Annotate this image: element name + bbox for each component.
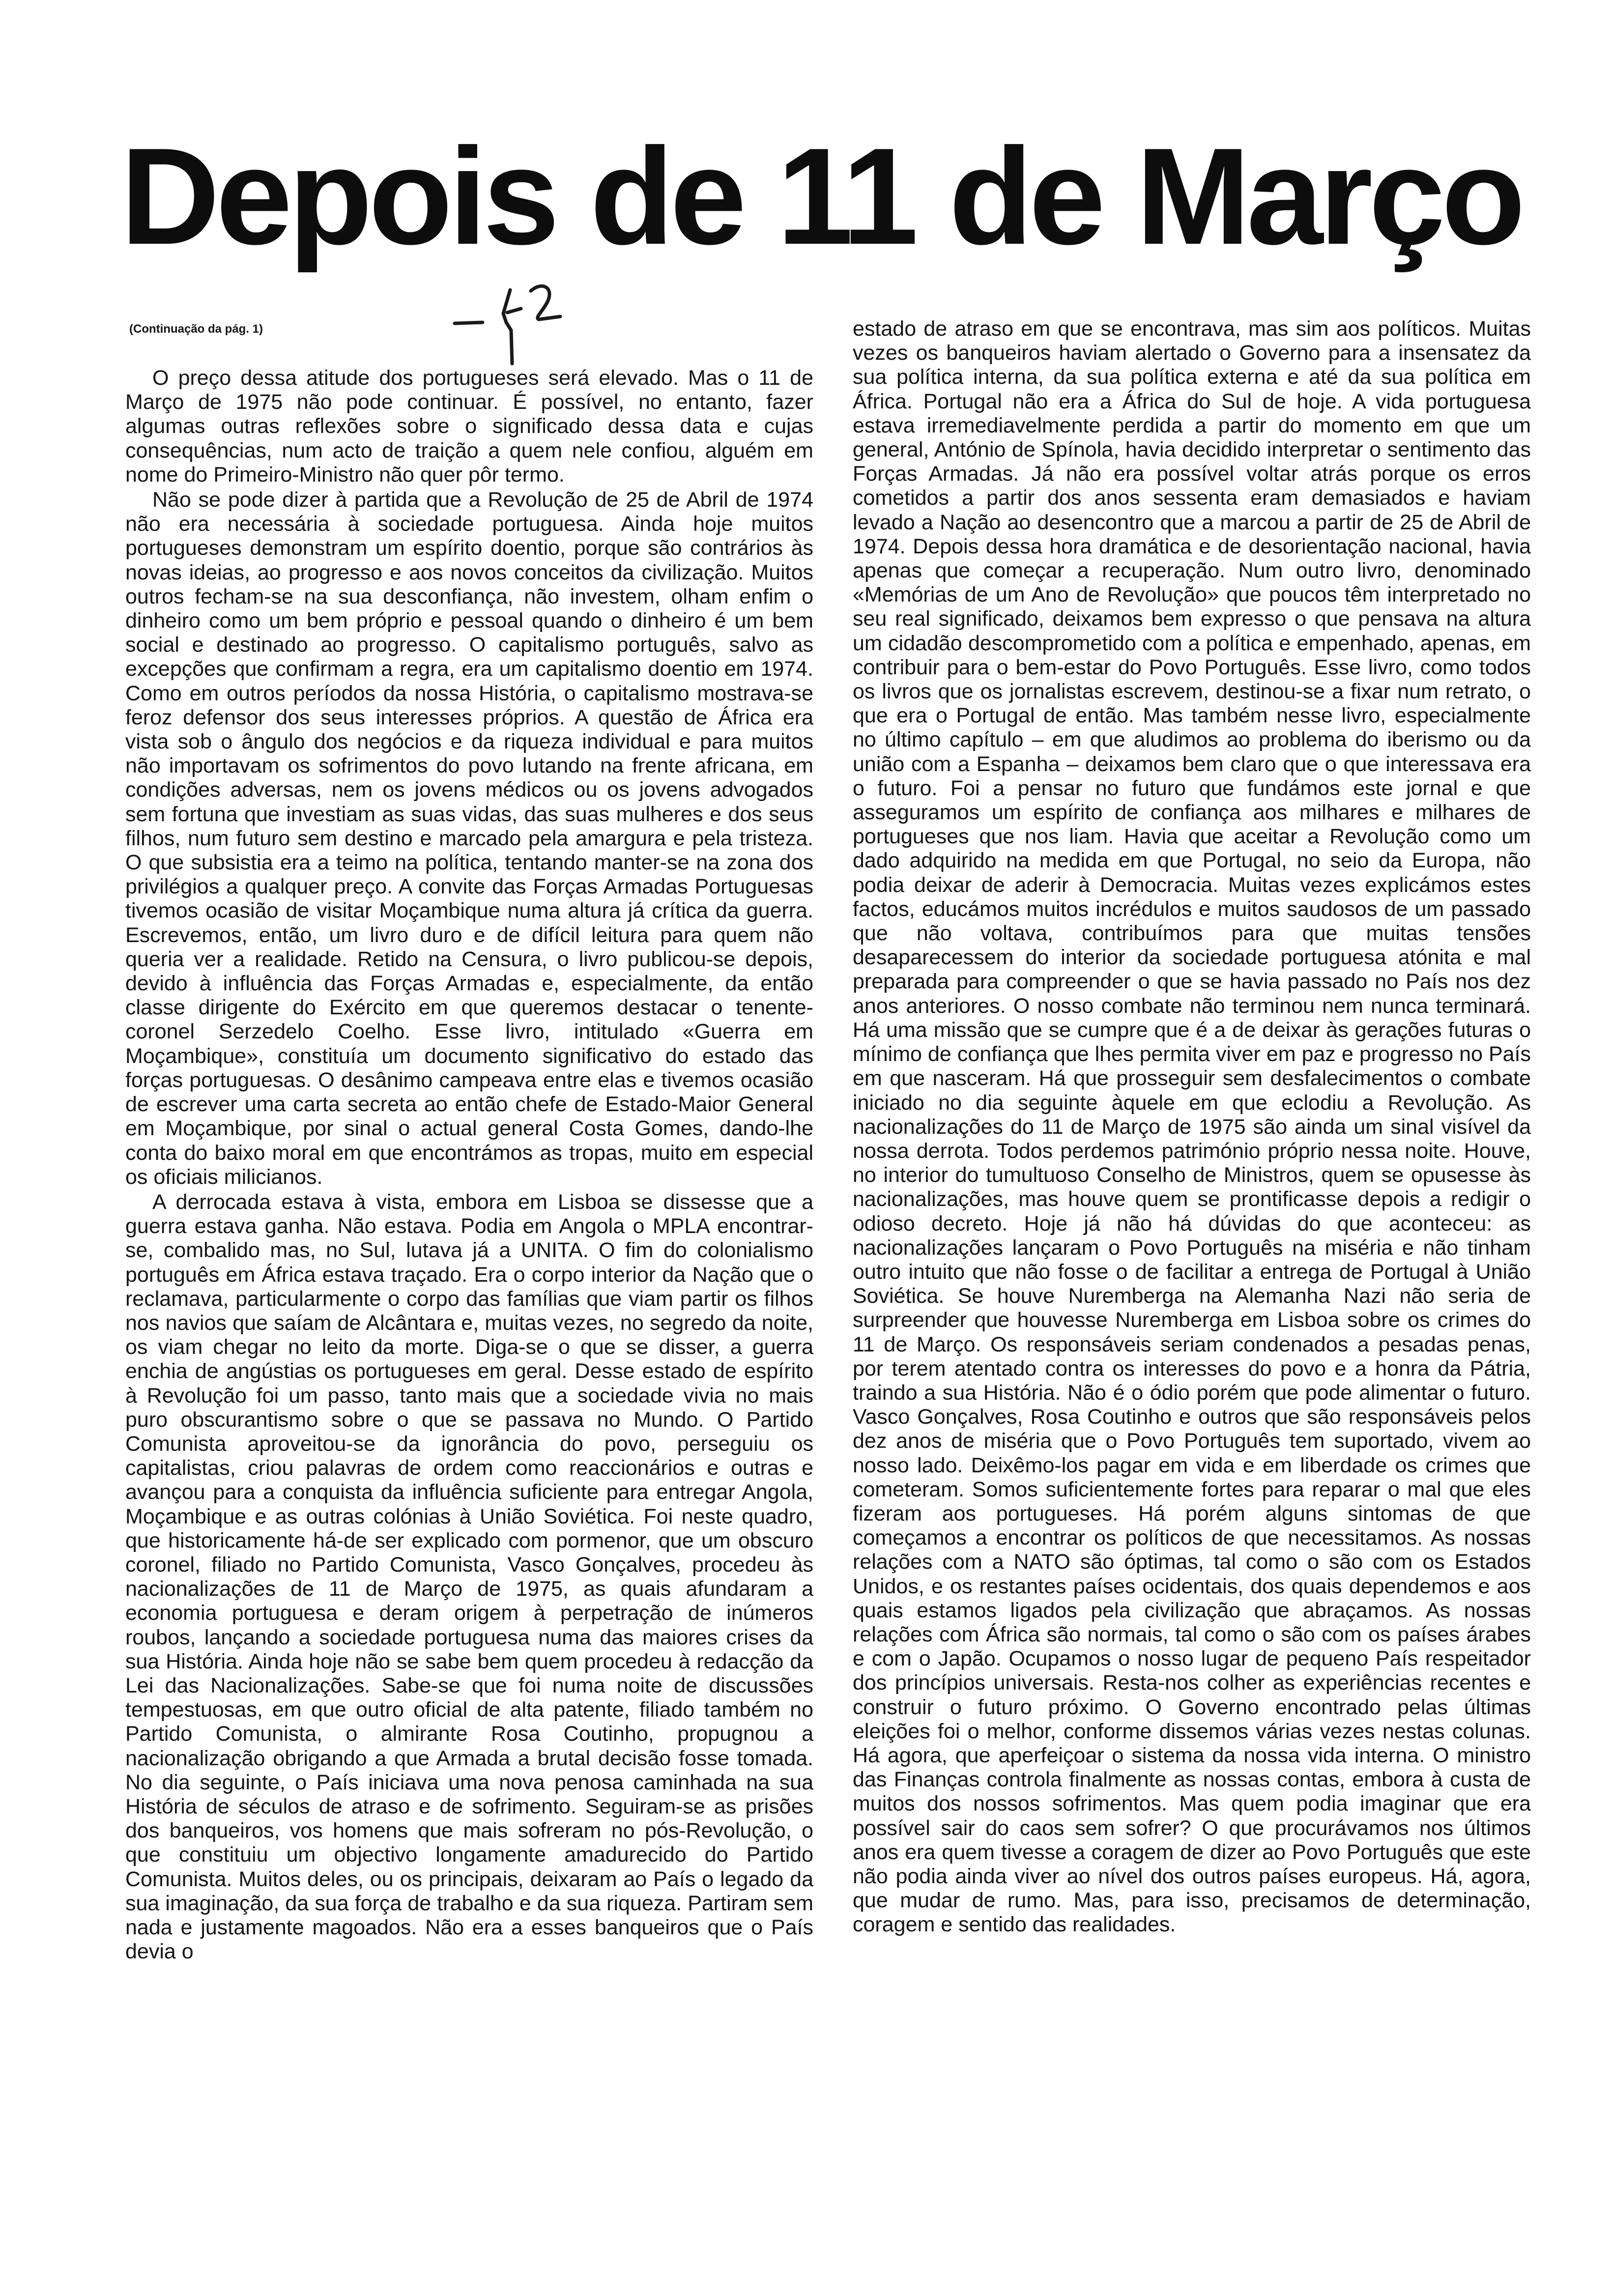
article-column-right: [853, 317, 1531, 1937]
paragraph: estado de atraso em que se encontrava, mas sim aos políticos. Muitas vezes os banqueiros haviam alertado o Governo para a insensatez da sua política interna, da sua política externa e até da sua política em África. Portugal não era a África do Sul de hoje. A vida portuguesa estava irremediavelmente perdida a partir do momento em que um general, António de Spínola, havia decidido interpretar o sentimento das Forças Armadas. Já não era possível voltar atrás porque os erros cometidos a partir dos anos sessenta eram demasiados e haviam levado a Nação ao desencontro que a marcou a partir de 25 de Abril de 1974. Depois dessa hora dramática e de desorientação nacional, havia apenas que começar a recuperação. Num outro livro, denominado «Memórias de um Ano de Revolução» que poucos têm interpretado no seu real significado, deixamos bem expresso o que pensava na altura um cidadão descomprometido com a política e empenhado, apenas, em contribuir para o bem-estar do Povo Português. Esse livro, como todos os livros que os jornalistas escrevem, destinou-se a fixar num retrato, o que era o Portugal de então. Mas também nesse livro, especialmente no último capítulo – em que aludimos ao problema do iberismo ou da união com a Espanha – deixamos bem claro que o que interessava era o futuro. Foi a pensar no futuro que fundámos este jornal e que asseguramos um espírito de confiança aos milhares e milhares de portugueses que nos liam. Havia que aceitar a Revolução como um dado adquirido na medida em que Portugal, no seio da Europa, não podia deixar de aderir à Democracia. Muitas vezes explicámos estes factos, educámos muitos incrédulos e muitos saudosos de um passado que não voltava, contribuímos para que muitas tensões desaparecessem do interior da sociedade portuguesa atónita e mal preparada para compreender o que se havia passado no País nos dez anos anteriores. O nosso combate não terminou nem nunca terminará. Há uma missão que se cumpre que é a de deixar às gerações futuras o mínimo de confiança que lhes permita viver em paz e progresso no País em que nasceram. Há que prosseguir sem desfalecimentos o combate iniciado no dia seguinte àquele em que eclodiu a Revolução. As nacionalizações do 11 de Março de 1975 são ainda um sinal visível da nossa derrota. Todos perdemos património próprio nessa noite. Houve, no interior do tumultuoso Conselho de Ministros, quem se opusesse às nacionalizações, mas houve quem se prontificasse depois a redigir o odioso decreto. Hoje já não há dúvidas do que aconteceu: as nacionalizações lançaram o Povo Português na miséria e não tinham outro intuito que não fosse o de facilitar a entrega de Portugal à União Soviética. Se houve Nuremberga na Alemanha Nazi não seria de surpreender que houvesse Nuremberga em Lisboa sobre os crimes do 11 de Março. Os responsáveis seriam condenados a pesadas penas, por terem atentado contra os interesses do povo e a honra da Pátria, traindo a sua História. Não é o ódio porém que pode alimentar o futuro. Vasco Gonçalves, Rosa Coutinho e outros que são responsáveis pelos dez anos de miséria que o Povo Português tem suportado, vivem ao nosso lado. Deixêmo-los pagar em vida e em liberdade os crimes que cometeram. Somos suficientemente fortes para reparar o mal que eles fizeram aos portugueses. Há porém alguns sintomas de que começamos a encontrar os políticos de que necessitamos. As nossas relações com a NATO são óptimas, tal como o são com os Estados Unidos, e os restantes países ocidentais, dos quais dependemos e aos quais estamos ligados pela civilização que abraçamos. As nossas relações com África são normais, tal como o são com os países árabes e com o Japão. Ocupamos o nosso lugar de pequeno País respeitador dos princípios universais. Resta-nos colher as experiências recentes e construir o futuro próximo. O Governo encontrado pelas últimas eleições foi o melhor, conforme dissemos várias vezes nestas colunas. Há agora, que aperfeiçoar o sistema da nossa vida interna. O ministro das Finanças controla finalmente as nossas contas, embora à custa de muitos dos nossos sofrimentos. Mas quem podia imaginar que era possível sair do caos sem sofrer? O que procurávamos nos últimos anos era quem tivesse a coragem de dizer ao Povo Português que este não podia ainda viver ao nível dos outros países europeus. Há, agora, que mudar de rumo. Mas, para isso, precisamos de determinação, coragem e sentido das realidades.: [853, 317, 1531, 1937]
paragraph: Não se pode dizer à partida que a Revolução de 25 de Abril de 1974 não era necessária à sociedade portuguesa. Ainda hoje muitos portugueses demonstram um espírito doentio, porque são contrários às novas ideias, ao progresso e aos novos conceitos da civilização. Muitos outros fecham-se na sua desconfiança, não investem, olham enfim o dinheiro como um bem próprio e pessoal quando o dinheiro é um bem social e destinado ao progresso. O capitalismo português, salvo as excepções que confirmam a regra, era um capitalismo doentio em 1974. Como em outros períodos da nossa História, o capitalismo mostrava-se feroz defensor dos seus interesses próprios. A questão de África era vista sob o ângulo dos negócios e da riqueza individual e para muitos não importavam os sofrimentos do povo lutando na frente africana, em condições adversas, nem os jovens médicos ou os jovens advogados sem fortuna que investiam as suas vidas, das suas mulheres e dos seus filhos, num futuro sem destino e marcado pela amargura e pela tristeza. O que subsistia era a teimo na política, tentando manter-se na zona dos privilégios a qualquer preço. A convite das Forças Armadas Portuguesas tivemos ocasião de visitar Moçambique numa altura já crítica da guerra. Escrevemos, então, um livro duro e de difícil leitura para quem não queria ver a realidade. Retido na Censura, o livro publicou-se depois, devido à influência das Forças Armadas e, especialmente, da então classe dirigente do Exército em que queremos destacar o tenente-coronel Serzedelo Coelho. Esse livro, intitulado «Guerra em Moçambique», constituía um documento significativo do estado das forças portuguesas. O desânimo campeava entre elas e tivemos ocasião de escrever uma carta secreta ao então chefe de Estado-Maior General em Moçambique, por sinal o actual general Costa Gomes, dando-lhe conta do baixo moral em que encontrámos as tropas, muito em especial os oficiais milicianos.: [125, 488, 813, 1189]
continuation-note: (Continuação da pág. 1): [129, 322, 263, 336]
paragraph: A derrocada estava à vista, embora em Lisboa se dissesse que a guerra estava ganha. Não estava. Podia em Angola o MPLA encontrar-se, combalido mas, no Sul, lutava já a UNITA. O fim do colonialismo português em África estava traçado. Era o corpo interior da Nação que o reclamava, particularmente o corpo das famílias que viam partir os filhos nos navios que saíam de Alcântara e, muitas vezes, no segredo da noite, os viam chegar no leito da morte. Diga-se o que se disser, a guerra enchia de angústias os portugueses em geral. Desse estado de espírito à Revolução foi um passo, tanto mais que a sociedade vivia no mais puro obscurantismo sobre o que se passava no Mundo. O Partido Comunista aproveitou-se da ignorância do povo, perseguiu os capitalistas, criou palavras de ordem como reaccionários e outras e avançou para a conquista da influência suficiente para entregar Angola, Moçambique e as outras colónias à União Soviética. Foi neste quadro, que historicamente há-de ser explicado com pormenor, que um obscuro coronel, filiado no Partido Comunista, Vasco Gonçalves, procedeu às nacionalizações de 11 de Março de 1975, as quais afundaram a economia portuguesa e deram origem à perpetração de inúmeros roubos, lançando a sociedade portuguesa numa das maiores crises da sua História. Ainda hoje não se sabe bem quem procedeu à redacção da Lei das Nacionalizações. Sabe-se que foi numa noite de discussões tempestuosas, em que outro oficial de alta patente, filiado também no Partido Comunista, o almirante Rosa Coutinho, propugnou a nacionalização obrigando a que Armada a brutal decisão fosse tomada. No dia seguinte, o País iniciava uma nova penosa caminhada na sua História de séculos de atraso e de sofrimento. Seguiram-se as prisões dos banqueiros, vos homens que mais sofreram no pós-Revolução, o que constituiu um objectivo longamente amadurecido do Partido Comunista. Muitos deles, ou os principais, deixaram ao País o legado da sua imaginação, da sua força de trabalho e da sua riqueza. Partiram sem nada e justamente magoados. Não era a esses banqueiros que o País devia o: [125, 1190, 813, 1964]
paragraph: O preço dessa atitude dos portugueses será elevado. Mas o 11 de Março de 1975 não pode continuar. É possível, no entanto, fazer algumas outras reflexões sobre o significado dessa data e cujas consequências, num acto de traição a quem nele confiou, alguém em nome do Primeiro-Ministro não quer pôr termo.: [125, 366, 813, 487]
article-column-left: [125, 322, 813, 1964]
article-headline: Depois de 11 de Março: [120, 120, 1522, 273]
